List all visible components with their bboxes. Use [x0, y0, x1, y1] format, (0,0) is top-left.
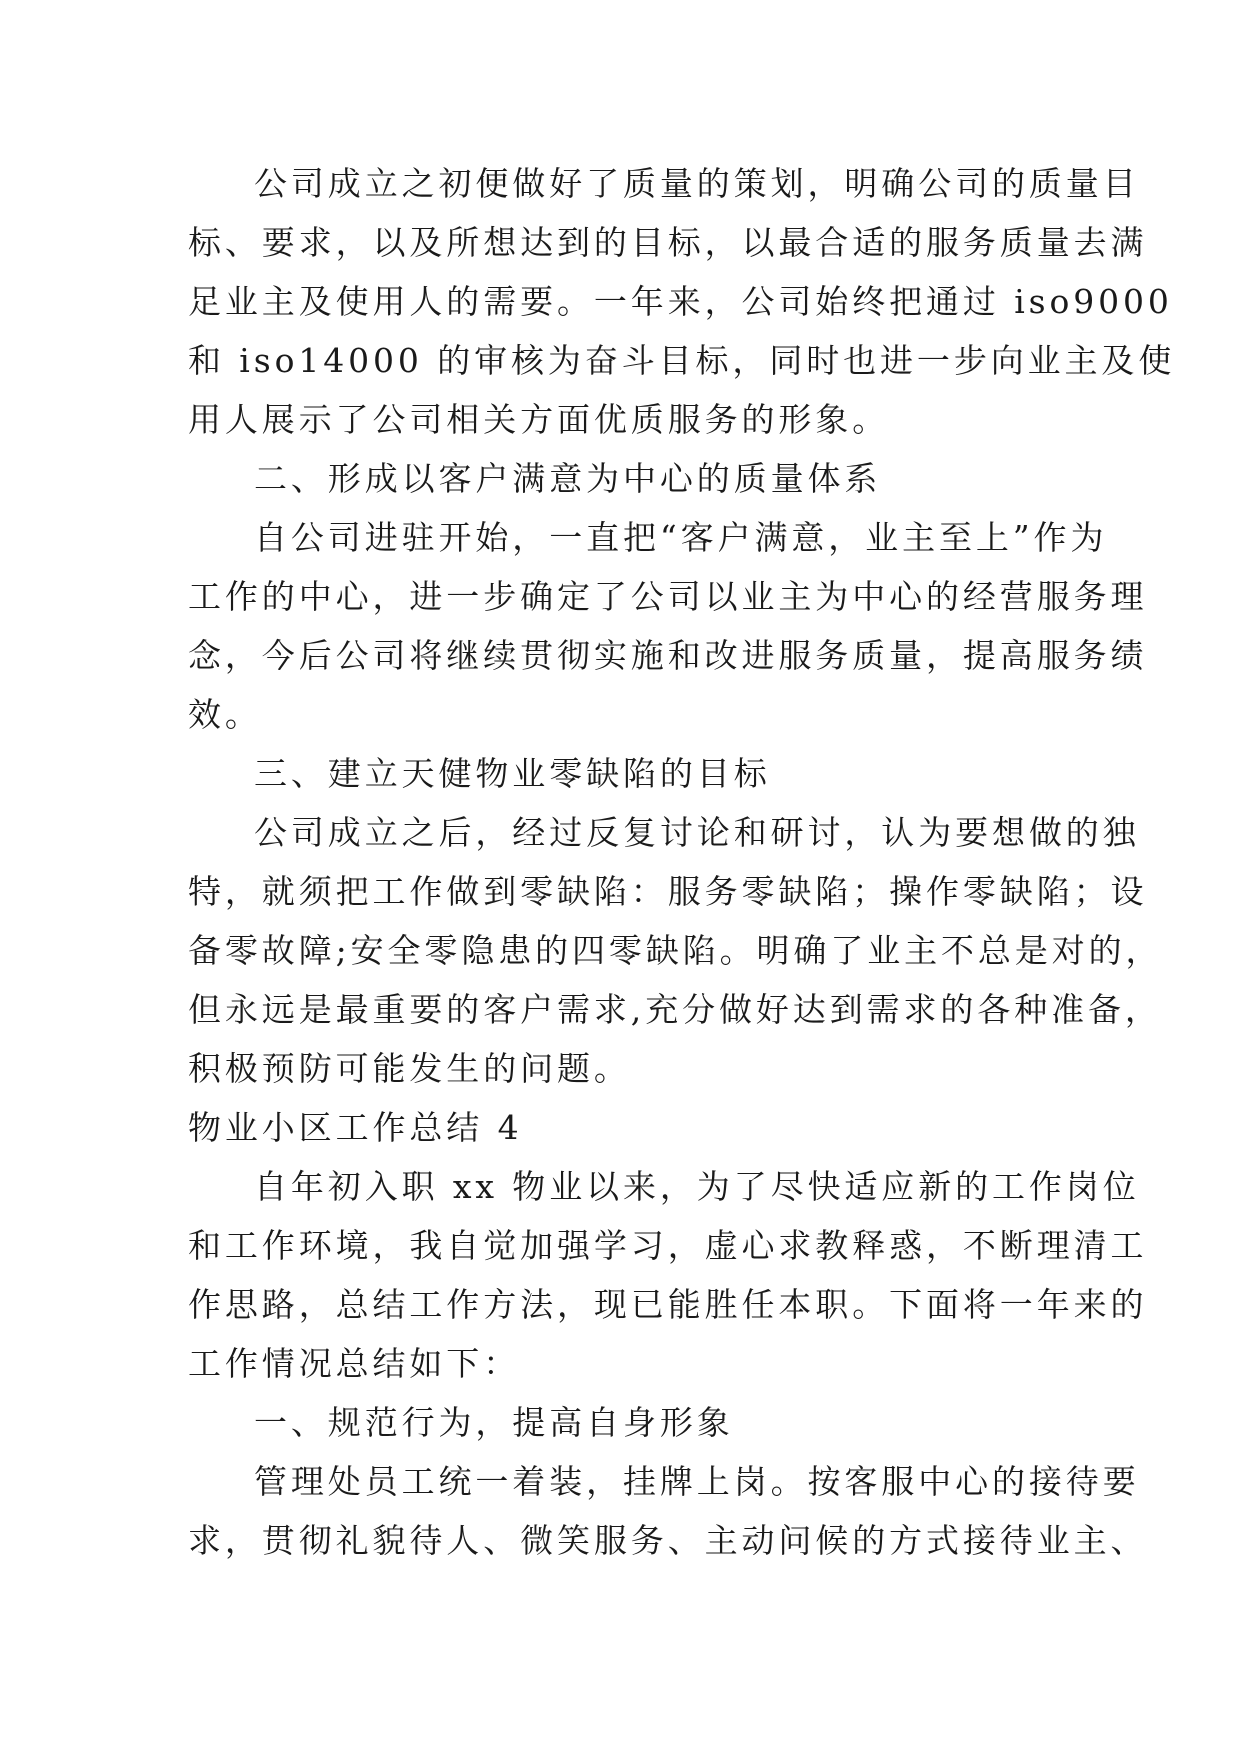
section-heading: 一、规范行为，提高自身形象	[254, 1403, 734, 1442]
paragraph-line: 和工作环境，我自觉加强学习，虚心求教释惑，不断理清工	[188, 1226, 1148, 1265]
paragraph-line: 标、要求，以及所想达到的目标，以最合适的服务质量去满	[188, 223, 1148, 262]
paragraph-line: 特，就须把工作做到零缺陷：服务零缺陷；操作零缺陷；设	[188, 872, 1148, 911]
paragraph-line: 自公司进驻开始，一直把“客户满意，业主至上”作为	[254, 518, 1108, 557]
paragraph-line: 念，今后公司将继续贯彻实施和改进服务质量，提高服务绩	[188, 636, 1148, 675]
paragraph-line: 求，贯彻礼貌待人、微笑服务、主动问候的方式接待业主、	[188, 1521, 1148, 1560]
paragraph-line: 效。	[188, 695, 262, 734]
paragraph-line: 公司成立之后，经过反复讨论和研讨，认为要想做的独	[254, 813, 1140, 852]
paragraph-line: 和 iso14000 的审核为奋斗目标，同时也进一步向业主及使	[188, 341, 1176, 380]
section-heading: 三、建立天健物业零缺陷的目标	[254, 754, 771, 793]
paragraph-line: 用人展示了公司相关方面优质服务的形象。	[188, 400, 890, 439]
paragraph-line: 管理处员工统一着装，挂牌上岗。按客服中心的接待要	[254, 1462, 1140, 1501]
section-heading: 二、形成以客户满意为中心的质量体系	[254, 459, 882, 498]
paragraph-line: 备零故障;安全零隐患的四零缺陷。明确了业主不总是对的，	[188, 931, 1163, 970]
paragraph-line: 足业主及使用人的需要。一年来，公司始终把通过 iso9000	[188, 282, 1173, 321]
paragraph-line: 工作的中心，进一步确定了公司以业主为中心的经营服务理	[188, 577, 1148, 616]
paragraph-line: 作思路，总结工作方法，现已能胜任本职。下面将一年来的	[188, 1285, 1148, 1324]
paragraph-line: 公司成立之初便做好了质量的策划，明确公司的质量目	[254, 164, 1140, 203]
paragraph-line: 积极预防可能发生的问题。	[188, 1049, 631, 1088]
paragraph-line: 自年初入职 xx 物业以来，为了尽快适应新的工作岗位	[254, 1167, 1140, 1206]
document-title: 物业小区工作总结 4	[188, 1108, 523, 1147]
paragraph-line: 但永远是最重要的客户需求,充分做好达到需求的各种准备，	[188, 990, 1162, 1029]
paragraph-line: 工作情况总结如下：	[188, 1344, 521, 1383]
